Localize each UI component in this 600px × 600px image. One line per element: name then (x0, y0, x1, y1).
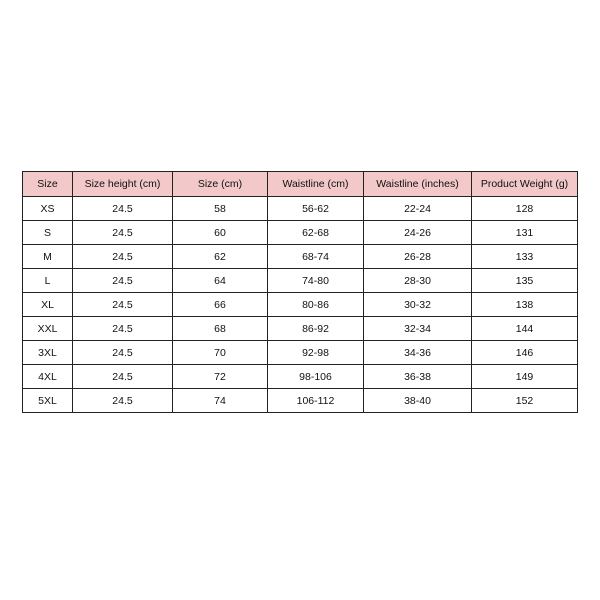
cell-size-height: 24.5 (73, 269, 173, 293)
cell-product-weight: 146 (472, 341, 578, 365)
cell-waistline-cm: 74-80 (268, 269, 364, 293)
table-row (23, 341, 578, 365)
cell-size-cm: 64 (173, 269, 268, 293)
cell-waistline-cm: 80-86 (268, 293, 364, 317)
table-body (23, 197, 578, 413)
cell-size-cm: 60 (173, 221, 268, 245)
header-waistline-inches: Waistline (inches) (364, 172, 472, 197)
cell-product-weight: 133 (472, 245, 578, 269)
cell-waistline-inches: 38-40 (364, 389, 472, 413)
cell-size-height: 24.5 (73, 389, 173, 413)
cell-size-height: 24.5 (73, 293, 173, 317)
table-row (23, 365, 578, 389)
cell-size-height: 24.5 (73, 317, 173, 341)
header-size-height: Size height (cm) (73, 172, 173, 197)
cell-size: XL (23, 293, 73, 317)
cell-size-cm: 74 (173, 389, 268, 413)
table-row (23, 317, 578, 341)
cell-size-cm: 70 (173, 341, 268, 365)
table-header-row (23, 172, 578, 197)
cell-product-weight: 152 (472, 389, 578, 413)
table-row (23, 389, 578, 413)
table-row (23, 197, 578, 221)
cell-product-weight: 138 (472, 293, 578, 317)
cell-size-height: 24.5 (73, 341, 173, 365)
cell-size: XXL (23, 317, 73, 341)
cell-size: XS (23, 197, 73, 221)
cell-waistline-inches: 22-24 (364, 197, 472, 221)
cell-size: S (23, 221, 73, 245)
cell-size: 3XL (23, 341, 73, 365)
cell-waistline-cm: 86-92 (268, 317, 364, 341)
cell-size-cm: 62 (173, 245, 268, 269)
cell-size-cm: 68 (173, 317, 268, 341)
cell-size: L (23, 269, 73, 293)
cell-product-weight: 149 (472, 365, 578, 389)
cell-size-height: 24.5 (73, 221, 173, 245)
cell-size-height: 24.5 (73, 197, 173, 221)
cell-waistline-cm: 68-74 (268, 245, 364, 269)
cell-waistline-cm: 56-62 (268, 197, 364, 221)
header-size-cm: Size (cm) (173, 172, 268, 197)
table-row (23, 245, 578, 269)
cell-size-height: 24.5 (73, 365, 173, 389)
cell-waistline-cm: 62-68 (268, 221, 364, 245)
cell-size: 5XL (23, 389, 73, 413)
cell-size-height: 24.5 (73, 245, 173, 269)
cell-product-weight: 135 (472, 269, 578, 293)
cell-waistline-inches: 30-32 (364, 293, 472, 317)
size-chart-table (22, 171, 578, 413)
table-row (23, 221, 578, 245)
cell-size: M (23, 245, 73, 269)
cell-product-weight: 144 (472, 317, 578, 341)
cell-size-cm: 58 (173, 197, 268, 221)
cell-waistline-inches: 34-36 (364, 341, 472, 365)
cell-waistline-inches: 36-38 (364, 365, 472, 389)
cell-waistline-inches: 28-30 (364, 269, 472, 293)
cell-size-cm: 72 (173, 365, 268, 389)
cell-waistline-inches: 24-26 (364, 221, 472, 245)
cell-product-weight: 131 (472, 221, 578, 245)
cell-waistline-inches: 26-28 (364, 245, 472, 269)
header-waistline-cm: Waistline (cm) (268, 172, 364, 197)
cell-waistline-cm: 98-106 (268, 365, 364, 389)
cell-size-cm: 66 (173, 293, 268, 317)
cell-waistline-inches: 32-34 (364, 317, 472, 341)
cell-waistline-cm: 92-98 (268, 341, 364, 365)
header-product-weight: Product Weight (g) (472, 172, 578, 197)
cell-product-weight: 128 (472, 197, 578, 221)
table-row (23, 293, 578, 317)
table-row (23, 269, 578, 293)
cell-waistline-cm: 106-112 (268, 389, 364, 413)
header-size: Size (23, 172, 73, 197)
cell-size: 4XL (23, 365, 73, 389)
